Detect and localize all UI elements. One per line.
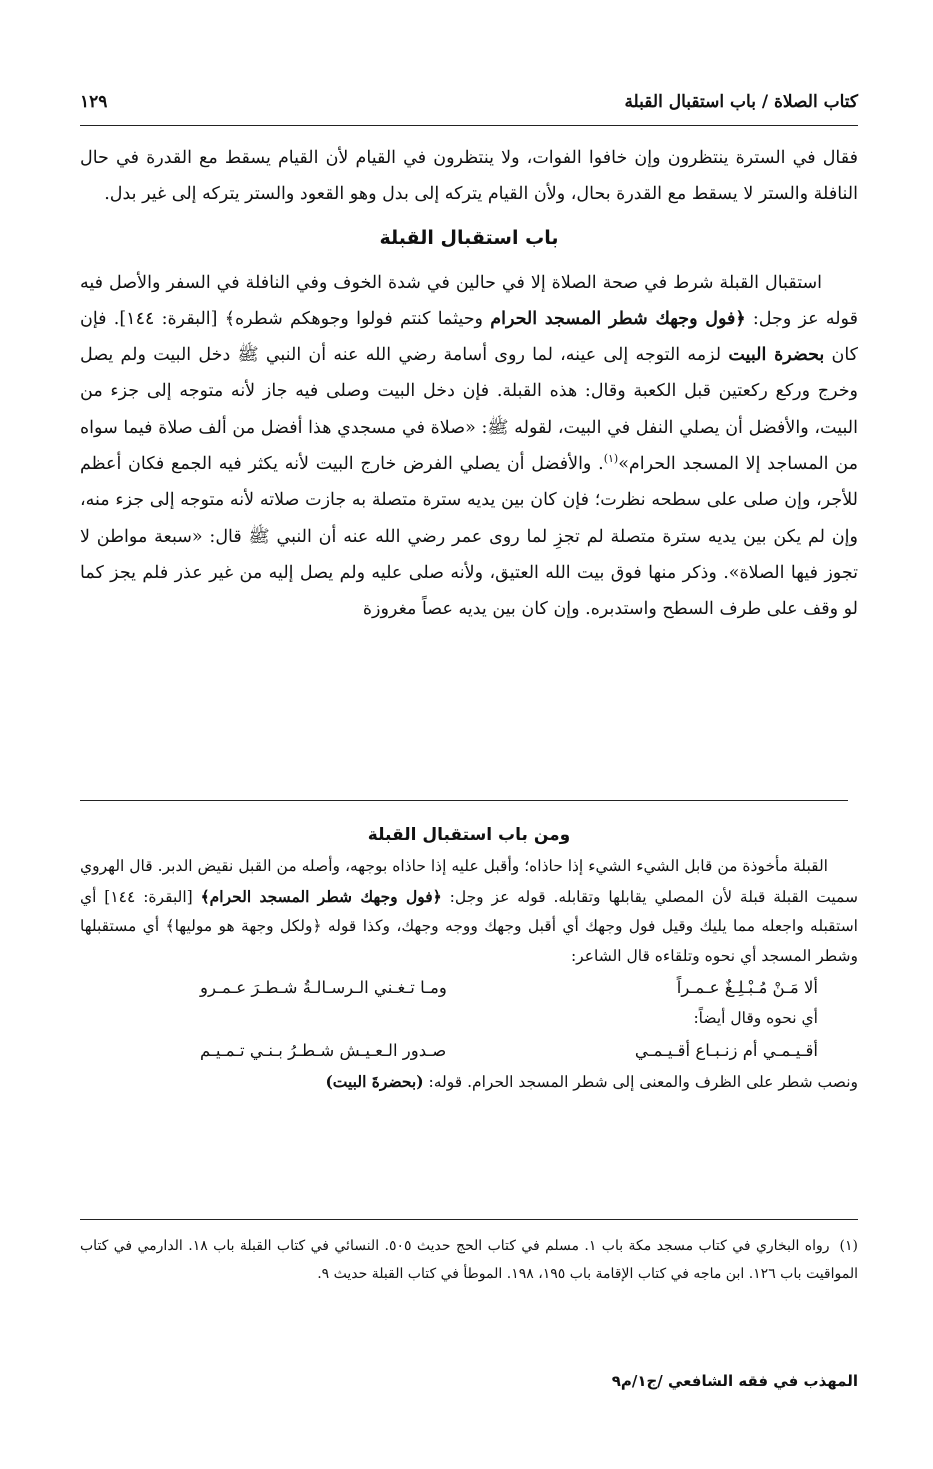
footnote-1-marker: (١) <box>839 1238 858 1254</box>
running-header <box>80 92 858 118</box>
footnote-1-text: رواه البخاري في كتاب مسجد مكة باب ١. مسلم في كتاب الحج حديث ٥٠٥. النسائي في كتاب القبلة باب ١٨. الدارمي في كتاب المواقيت باب ١٢٦. ابن ماجه في كتاب الإقامة باب ١٩٥، ١٩٨. الموطأ في كتاب القبلة حديث ٩. <box>80 1238 858 1282</box>
bold-term-presence: بحضرة البيت <box>728 345 825 366</box>
footnotes <box>80 1232 858 1288</box>
commentary-section <box>80 818 858 1097</box>
footnote-reference[interactable]: (١) <box>603 452 619 466</box>
verse-note: أي نحوه وقال أيضاً: <box>693 1009 818 1027</box>
section-heading: باب استقبال القبلة <box>379 226 559 249</box>
commentary-heading: ومن باب استقبال القبلة <box>367 825 571 845</box>
verse-2-second-hemistich: صـدور الـعـيـش شـطـرُ بـنـي تـمـيـم <box>200 1040 447 1060</box>
verse-1-second-hemistich: ومـا تـغـني الـرسـالـةُ شـطـرَ عـمـرو <box>200 978 447 997</box>
quran-quote-continuation: وحيثما كنتم فولوا وجوهكم شطره﴾ <box>224 308 491 329</box>
running-header-title: كتاب الصلاة / باب استقبال القبلة <box>624 92 858 112</box>
commentary-text-c: ونصب شطر على الظرف والمعنى إلى شطر المسجد الحرام. قوله: <box>423 1072 858 1091</box>
book-signature: المهذب في فقه الشافعي /ج١/م٩ <box>611 1372 858 1390</box>
main-text-part-a: استقبال القبلة شرط في صحة الصلاة إلا في حالين في شدة الخوف وفي النافلة في السفر والأصل فيه قوله عز وجل: <box>80 272 858 329</box>
main-text-part-c: [البقرة: ١٤٤]. فإن كان <box>80 308 859 366</box>
intro-paragraph: فقال في السترة ينتظرون وإن خافوا الفوات، ولا ينتظرون في القيام لأن القيام يسقط مع القدرة في حال النافلة والستر لا يسقط مع القدرة بحال، ولأن القيام يتركه إلى بدل وهو القعود والستر يتركه إلى غير بدل. <box>80 148 858 205</box>
main-text-part-d: لزمه التوجه إلى عينه، لما روى أسامة رضي الله عنه أن النبي ﷺ دخل البيت ولم يصل وخرج وركع ركعتين قبل الكعبة وقال: هذه القبلة. فإن دخل البيت وصلى فيه جاز لأنه متوجه إلى جزء من البيت، والأفضل أن يصلي النفل في البيت، لقوله ﷺ: «صلاة في مسجدي هذا أفضل من ألف صلاة فيما سواه من المساجد إلا المسجد الحرام» <box>80 345 858 475</box>
commentary-bold-term: (بحضرةَ البيت) <box>325 1071 424 1091</box>
page-number: ١٢٩ <box>80 92 108 112</box>
header-divider <box>80 125 858 126</box>
commentary-quran-quote: ﴿فول وجهك شطر المسجد الحرام﴾ <box>200 886 442 906</box>
footnote-1 <box>80 1232 858 1288</box>
main-text-part-e: . والأفضل أن يصلي الفرض خارج البيت لأنه يكثر فيه الجمع فكان أعظم للأجر، وإن صلى على سطحه نظرت؛ فإن كان بين يديه سترة متصلة به جازت صلاته لأنه متوجه إلى جزء منه، وإن لم يكن بين يديه سترة متصلة لم تجزِ لما روى عمر رضي الله عنه أن النبي ﷺ قال: «سبعة مواطن لا تجوز فيها الصلاة». وذكر منها فوق بيت الله العتيق، ولأنه صلى عليه ولم يصل إليه من غير عذر فلم يجز كما لو وقف على طرف السطح واستدبره. وإن كان بين يديه عصاً مغروزة <box>80 454 858 620</box>
quran-quote: ﴿فول وجهك شطر المسجد الحرام <box>490 308 746 329</box>
commentary-text-a: القبلة مأخوذة من قابل الشيء الشيء إذا حاذاه؛ وأقبل عليه إذا حاذاه بوجهه، وأصله من القبل نقيض الدبر. قال الهروي سميت القبلة قبلة لأن المصلي يقابلها وتقابله. قوله عز وجل: <box>80 857 859 906</box>
commentary-paragraph-2 <box>80 1067 858 1098</box>
commentary-paragraph <box>80 852 858 971</box>
main-text <box>80 140 858 628</box>
commentary-text-b: [البقرة: ١٤٤] أي استقبله واجعله مما يليك وقيل فول وجهك أي أقبل وجهك ووجه وجهك، وكذا قوله ﴿ولكل وجهة هو موليها﴾ أي مستقبلها وشطر المسجد أي نحوه وتلقاءه قال الشاعر: <box>80 887 858 965</box>
commentary-divider <box>80 800 848 801</box>
poetry-verse-1 <box>80 971 858 1004</box>
footnote-divider <box>80 1219 858 1220</box>
poetry-verse-2 <box>80 1034 858 1067</box>
verse-2-first-hemistich: أقـيـمـي أم زنـبـاع أقـيـمـي <box>634 1040 818 1060</box>
verse-1-first-hemistich: ألا مَـنْ مُـبْـلِـغٌ عـمـراً <box>676 978 818 997</box>
main-paragraph <box>80 265 858 628</box>
